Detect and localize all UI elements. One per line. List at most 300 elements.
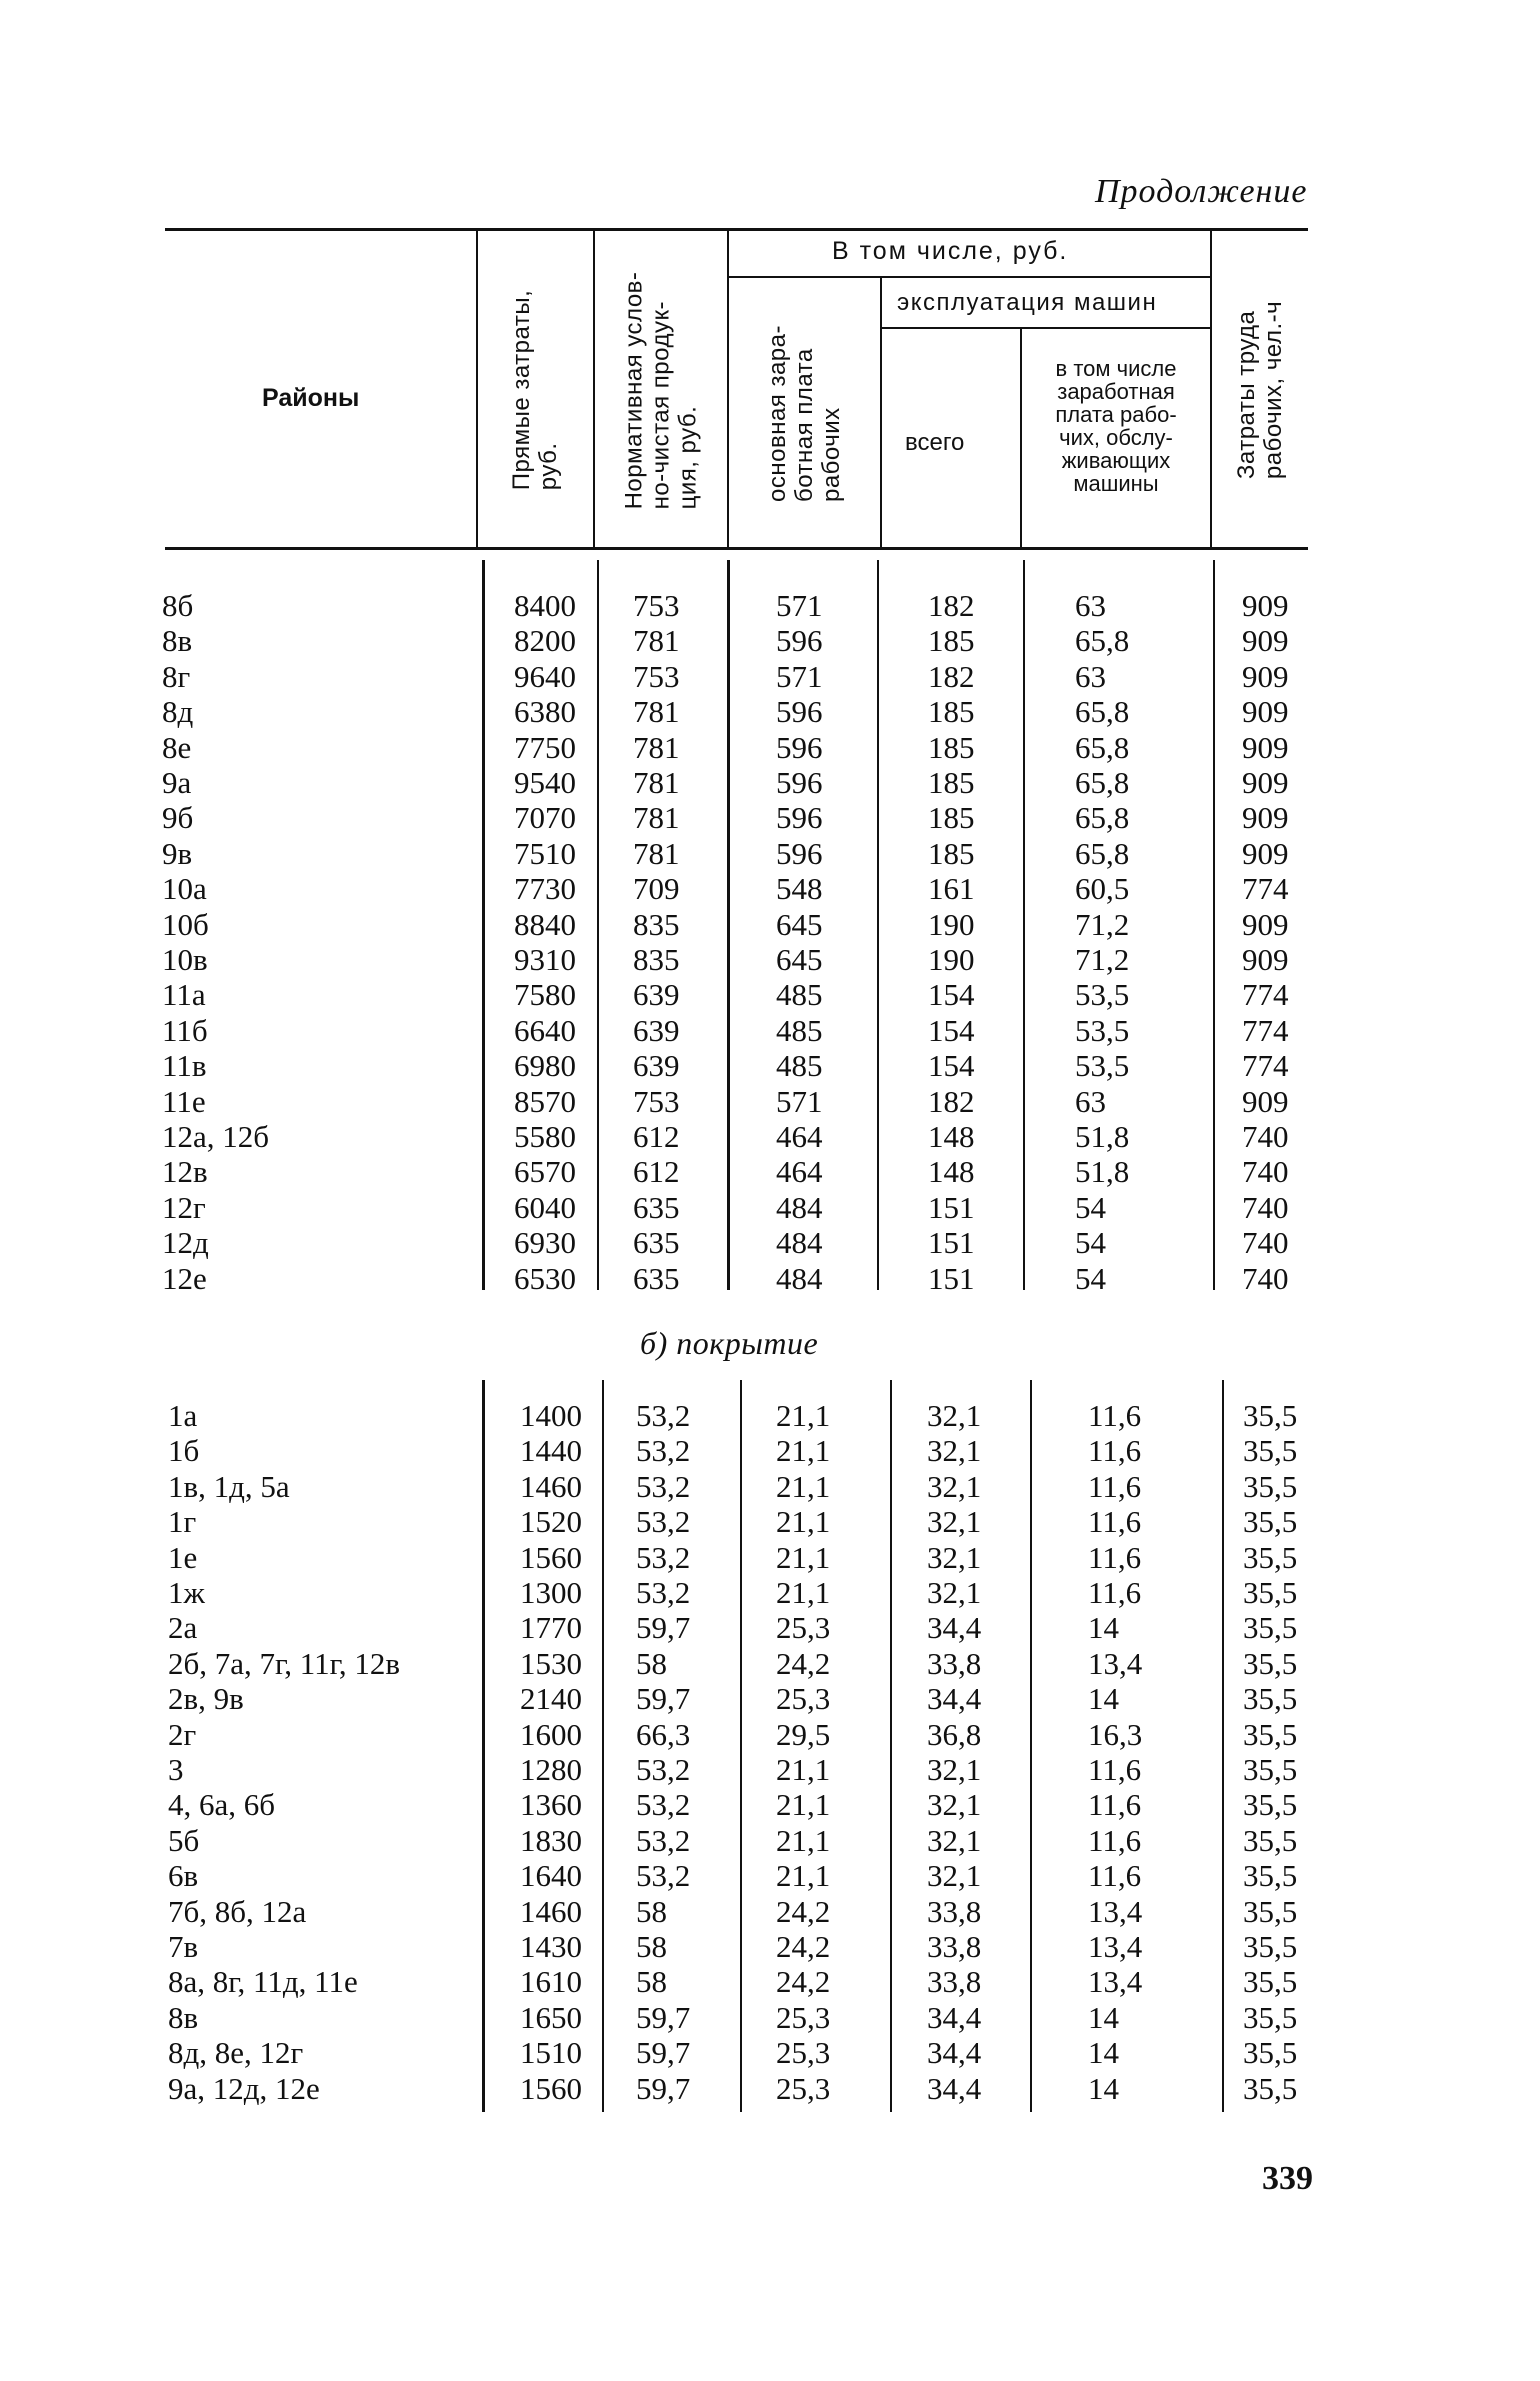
table-cell-direct: 1560	[520, 1539, 582, 1575]
table-cell-labor: 35,5	[1243, 1575, 1298, 1610]
table-cell-region: 8е	[162, 729, 192, 765]
incl-wage-header: в том числе заработная плата рабо- чих, обслу- живающих машины	[1055, 356, 1177, 496]
section-b-title: б) покрытие	[640, 1325, 819, 1361]
table-cell-wage: 484	[776, 1260, 823, 1296]
machines-header: эксплуатация машин	[897, 289, 1158, 316]
table-cell-norm: 59,7	[636, 2035, 691, 2071]
table-cell-total: 34,4	[927, 2035, 982, 2071]
table-cell-labor: 774	[1242, 1048, 1289, 1084]
body-b-vline	[1222, 1380, 1224, 2112]
table-cell-total: 33,8	[927, 1893, 982, 1929]
table-cell-region: 8в	[168, 1999, 199, 2035]
table-cell-total: 32,1	[927, 1575, 982, 1610]
table-cell-total: 33,8	[927, 1964, 982, 2000]
table-cell-incl: 11,6	[1088, 1504, 1142, 1540]
table-cell-wage: 21,1	[776, 1398, 831, 1433]
table-cell-total: 182	[928, 658, 975, 694]
table-cell-direct: 9640	[514, 658, 576, 694]
table-cell-direct: 6980	[514, 1048, 576, 1084]
table-cell-norm: 53,2	[636, 1468, 691, 1504]
table-cell-direct: 1770	[520, 1610, 582, 1646]
table-cell-labor: 909	[1242, 835, 1289, 871]
table-cell-wage: 571	[776, 658, 823, 694]
table-cell-direct: 1280	[520, 1752, 582, 1787]
table-cell-total: 154	[928, 1012, 975, 1048]
table-cell-direct: 9540	[514, 765, 576, 800]
table-cell-wage: 596	[776, 835, 823, 871]
body-b-vline	[602, 1380, 604, 2112]
table-cell-region: 11в	[162, 1048, 207, 1084]
table-cell-labor: 909	[1242, 906, 1289, 942]
table-cell-total: 32,1	[927, 1787, 982, 1823]
table-cell-norm: 612	[633, 1154, 680, 1190]
table-cell-direct: 2140	[520, 1681, 582, 1717]
table-cell-direct: 1430	[520, 1929, 582, 1964]
table-cell-region: 12г	[162, 1189, 206, 1225]
table-cell-labor: 35,5	[1243, 1504, 1298, 1540]
table-cell-norm: 53,2	[636, 1575, 691, 1610]
table-cell-incl: 11,6	[1088, 1787, 1142, 1823]
table-cell-wage: 21,1	[776, 1752, 831, 1787]
table-cell-region: 8а, 8г, 11д, 11е	[168, 1964, 358, 2000]
table-cell-region: 4, 6а, 6б	[168, 1787, 276, 1823]
table-cell-total: 34,4	[927, 1999, 982, 2035]
header-bottom-rule	[165, 547, 1308, 550]
header-vline	[880, 278, 882, 547]
table-cell-direct: 8400	[514, 588, 576, 623]
table-cell-incl: 63	[1075, 658, 1106, 694]
table-cell-incl: 54	[1075, 1189, 1106, 1225]
table-cell-wage: 484	[776, 1225, 823, 1261]
table-cell-wage: 24,2	[776, 1929, 831, 1964]
table-cell-wage: 21,1	[776, 1433, 831, 1469]
table-cell-labor: 740	[1242, 1225, 1289, 1261]
table-cell-wage: 484	[776, 1189, 823, 1225]
table-cell-region: 12е	[162, 1260, 207, 1296]
table-cell-norm: 781	[633, 835, 680, 871]
table-cell-wage: 24,2	[776, 1893, 831, 1929]
table-cell-wage: 485	[776, 1048, 823, 1084]
table-cell-total: 185	[928, 835, 975, 871]
body-a-vline	[482, 560, 485, 1290]
table-cell-wage: 21,1	[776, 1504, 831, 1540]
table-cell-norm: 639	[633, 1048, 680, 1084]
table-cell-region: 8б	[162, 588, 194, 623]
table-cell-norm: 53,2	[636, 1822, 691, 1858]
table-cell-incl: 11,6	[1088, 1752, 1142, 1787]
table-cell-total: 33,8	[927, 1929, 982, 1964]
table-cell-direct: 1640	[520, 1858, 582, 1894]
table-cell-norm: 639	[633, 977, 680, 1013]
table-cell-direct: 1360	[520, 1787, 582, 1823]
table-cell-total: 151	[928, 1189, 975, 1225]
table-cell-incl: 65,8	[1075, 729, 1130, 765]
table-cell-labor: 740	[1242, 1260, 1289, 1296]
table-cell-wage: 25,3	[776, 1681, 831, 1717]
table-cell-total: 32,1	[927, 1398, 982, 1433]
table-cell-norm: 635	[633, 1225, 680, 1261]
table-cell-incl: 11,6	[1088, 1468, 1142, 1504]
table-cell-labor: 35,5	[1243, 2070, 1298, 2106]
table-cell-norm: 59,7	[636, 1999, 691, 2035]
table-cell-norm: 53,2	[636, 1539, 691, 1575]
table-cell-norm: 59,7	[636, 1681, 691, 1717]
table-cell-norm: 58	[636, 1929, 667, 1964]
table-cell-region: 12а, 12б	[162, 1119, 270, 1154]
table-cell-incl: 11,6	[1088, 1539, 1142, 1575]
direct-costs-header: Прямые затраты, руб.	[508, 289, 563, 491]
table-cell-norm: 53,2	[636, 1398, 691, 1433]
table-cell-labor: 909	[1242, 694, 1289, 730]
table-cell-norm: 53,2	[636, 1504, 691, 1540]
table-cell-incl: 65,8	[1075, 623, 1130, 659]
body-a-vline	[1023, 560, 1025, 1290]
table-cell-wage: 21,1	[776, 1468, 831, 1504]
table-cell-labor: 35,5	[1243, 1681, 1298, 1717]
table-cell-labor: 774	[1242, 977, 1289, 1013]
table-cell-wage: 596	[776, 765, 823, 800]
body-b-vline	[482, 1380, 485, 2112]
table-cell-direct: 7510	[514, 835, 576, 871]
table-cell-labor: 909	[1242, 588, 1289, 623]
table-cell-labor: 35,5	[1243, 1893, 1298, 1929]
table-cell-wage: 29,5	[776, 1716, 831, 1752]
table-cell-direct: 1460	[520, 1468, 582, 1504]
table-cell-norm: 835	[633, 942, 680, 977]
table-cell-labor: 35,5	[1243, 1929, 1298, 1964]
table-cell-direct: 6380	[514, 694, 576, 730]
table-cell-norm: 53,2	[636, 1787, 691, 1823]
table-cell-incl: 11,6	[1088, 1575, 1142, 1610]
table-cell-incl: 54	[1075, 1260, 1106, 1296]
body-a-vline	[597, 560, 599, 1290]
table-cell-incl: 14	[1088, 1610, 1119, 1646]
incl-rule	[727, 276, 1210, 278]
table-cell-direct: 1440	[520, 1433, 582, 1469]
table-cell-region: 9а, 12д, 12е	[168, 2070, 320, 2106]
table-cell-direct: 7730	[514, 871, 576, 907]
table-cell-total: 151	[928, 1225, 975, 1261]
table-cell-norm: 835	[633, 906, 680, 942]
table-cell-labor: 909	[1242, 1083, 1289, 1119]
table-cell-incl: 13,4	[1088, 1645, 1143, 1681]
table-cell-wage: 596	[776, 800, 823, 836]
table-cell-direct: 1560	[520, 2070, 582, 2106]
table-cell-total: 32,1	[927, 1433, 982, 1469]
table-cell-labor: 35,5	[1243, 1752, 1298, 1787]
table-cell-labor: 740	[1242, 1119, 1289, 1154]
normative-header: Нормативная услов- но-чистая продук- ция, руб.	[620, 271, 702, 509]
table-cell-wage: 485	[776, 1012, 823, 1048]
body-a-vline	[1213, 560, 1215, 1290]
table-cell-norm: 635	[633, 1189, 680, 1225]
table-cell-region: 1б	[168, 1433, 200, 1469]
table-cell-region: 2г	[168, 1716, 197, 1752]
table-cell-direct: 1530	[520, 1645, 582, 1681]
table-cell-region: 9б	[162, 800, 194, 836]
table-cell-region: 11е	[162, 1083, 206, 1119]
table-cell-labor: 35,5	[1243, 1468, 1298, 1504]
table-cell-labor: 909	[1242, 658, 1289, 694]
table-cell-region: 10б	[162, 906, 209, 942]
table-cell-region: 7б, 8б, 12а	[168, 1893, 307, 1929]
table-cell-total: 32,1	[927, 1858, 982, 1894]
table-cell-direct: 5580	[514, 1119, 576, 1154]
table-cell-region: 11б	[162, 1012, 208, 1048]
table-cell-wage: 596	[776, 623, 823, 659]
table-cell-direct: 6040	[514, 1189, 576, 1225]
table-cell-wage: 485	[776, 977, 823, 1013]
table-cell-norm: 781	[633, 729, 680, 765]
table-cell-total: 185	[928, 765, 975, 800]
table-cell-norm: 781	[633, 765, 680, 800]
table-cell-direct: 7070	[514, 800, 576, 836]
table-cell-labor: 774	[1242, 871, 1289, 907]
table-cell-total: 190	[928, 942, 975, 977]
table-cell-total: 148	[928, 1154, 975, 1190]
table-cell-incl: 65,8	[1075, 765, 1130, 800]
table-cell-region: 2в, 9в	[168, 1681, 244, 1717]
region-header: Районы	[262, 384, 360, 412]
table-cell-norm: 59,7	[636, 2070, 691, 2106]
table-cell-incl: 54	[1075, 1225, 1106, 1261]
table-cell-incl: 65,8	[1075, 800, 1130, 836]
table-cell-direct: 1510	[520, 2035, 582, 2071]
table-cell-wage: 571	[776, 588, 823, 623]
body-b-vline	[740, 1380, 742, 2112]
table-cell-region: 2а	[168, 1610, 198, 1646]
table-cell-wage: 24,2	[776, 1964, 831, 2000]
table-cell-region: 2б, 7а, 7г, 11г, 12в	[168, 1645, 400, 1681]
table-cell-region: 12в	[162, 1154, 208, 1190]
table-cell-region: 10а	[162, 871, 207, 907]
table-cell-labor: 909	[1242, 800, 1289, 836]
table-cell-direct: 8200	[514, 623, 576, 659]
table-cell-labor: 35,5	[1243, 1964, 1298, 2000]
table-cell-direct: 1520	[520, 1504, 582, 1540]
table-cell-direct: 7750	[514, 729, 576, 765]
table-cell-direct: 1300	[520, 1575, 582, 1610]
table-cell-region: 7в	[168, 1929, 199, 1964]
table-cell-direct: 1600	[520, 1716, 582, 1752]
labor-header: Затраты труда рабочих, чел.-ч	[1233, 300, 1288, 480]
table-cell-incl: 11,6	[1088, 1858, 1142, 1894]
table-cell-incl: 14	[1088, 2070, 1119, 2106]
table-cell-total: 151	[928, 1260, 975, 1296]
table-cell-direct: 6570	[514, 1154, 576, 1190]
table-cell-direct: 6530	[514, 1260, 576, 1296]
table-cell-region: 9а	[162, 765, 192, 800]
table-cell-direct: 6930	[514, 1225, 576, 1261]
table-cell-incl: 60,5	[1075, 871, 1130, 907]
table-cell-direct: 6640	[514, 1012, 576, 1048]
table-cell-wage: 464	[776, 1154, 823, 1190]
table-cell-direct: 1650	[520, 1999, 582, 2035]
total-header: всего	[905, 429, 965, 456]
table-cell-labor: 35,5	[1243, 1822, 1298, 1858]
table-cell-norm: 53,2	[636, 1433, 691, 1469]
table-cell-labor: 35,5	[1243, 1858, 1298, 1894]
table-cell-incl: 11,6	[1088, 1433, 1142, 1469]
table-cell-norm: 53,2	[636, 1752, 691, 1787]
table-cell-incl: 65,8	[1075, 694, 1130, 730]
table-cell-norm: 709	[633, 871, 680, 907]
table-cell-region: 10в	[162, 942, 208, 977]
table-cell-labor: 35,5	[1243, 1787, 1298, 1823]
table-cell-norm: 66,3	[636, 1716, 691, 1752]
table-cell-wage: 21,1	[776, 1575, 831, 1610]
table-cell-labor: 35,5	[1243, 1999, 1298, 2035]
table-cell-direct: 1460	[520, 1893, 582, 1929]
table-cell-incl: 53,5	[1075, 1048, 1130, 1084]
body-a-vline	[877, 560, 879, 1290]
table-cell-total: 148	[928, 1119, 975, 1154]
table-cell-wage: 571	[776, 1083, 823, 1119]
table-cell-region: 1е	[168, 1539, 198, 1575]
table-cell-incl: 63	[1075, 1083, 1106, 1119]
table-cell-norm: 639	[633, 1012, 680, 1048]
table-cell-region: 1г	[168, 1504, 197, 1540]
table-cell-total: 185	[928, 729, 975, 765]
table-cell-direct: 8570	[514, 1083, 576, 1119]
table-cell-direct: 7580	[514, 977, 576, 1013]
table-cell-incl: 63	[1075, 588, 1106, 623]
table-cell-total: 154	[928, 1048, 975, 1084]
table-cell-total: 32,1	[927, 1504, 982, 1540]
table-cell-total: 185	[928, 800, 975, 836]
table-cell-norm: 753	[633, 1083, 680, 1119]
table-cell-total: 182	[928, 588, 975, 623]
table-cell-wage: 645	[776, 942, 823, 977]
table-cell-norm: 781	[633, 623, 680, 659]
table-cell-incl: 71,2	[1075, 942, 1130, 977]
table-cell-wage: 645	[776, 906, 823, 942]
table-cell-region: 1в, 1д, 5а	[168, 1468, 290, 1504]
table-cell-region: 8г	[162, 658, 191, 694]
page-number: 339	[1262, 2160, 1313, 2197]
table-cell-labor: 35,5	[1243, 1610, 1298, 1646]
table-cell-total: 36,8	[927, 1716, 982, 1752]
table-cell-total: 182	[928, 1083, 975, 1119]
table-cell-wage: 25,3	[776, 1999, 831, 2035]
table-cell-incl: 14	[1088, 1999, 1119, 2035]
table-cell-norm: 58	[636, 1645, 667, 1681]
table-cell-total: 32,1	[927, 1822, 982, 1858]
table-cell-direct: 8840	[514, 906, 576, 942]
table-cell-region: 8д, 8е, 12г	[168, 2035, 304, 2071]
table-cell-norm: 53,2	[636, 1858, 691, 1894]
table-cell-incl: 65,8	[1075, 835, 1130, 871]
table-cell-total: 32,1	[927, 1468, 982, 1504]
table-cell-incl: 51,8	[1075, 1119, 1130, 1154]
table-cell-region: 6в	[168, 1858, 199, 1894]
table-cell-labor: 35,5	[1243, 1645, 1298, 1681]
table-cell-direct: 1610	[520, 1964, 582, 2000]
table-cell-total: 154	[928, 977, 975, 1013]
table-cell-labor: 35,5	[1243, 1716, 1298, 1752]
table-cell-wage: 25,3	[776, 2035, 831, 2071]
table-cell-region: 8в	[162, 623, 193, 659]
body-b-vline	[890, 1380, 892, 2112]
table-cell-total: 34,4	[927, 2070, 982, 2106]
table-cell-region: 11а	[162, 977, 206, 1013]
table-cell-labor: 909	[1242, 765, 1289, 800]
table-cell-region: 5б	[168, 1822, 200, 1858]
table-cell-total: 161	[928, 871, 975, 907]
table-cell-wage: 24,2	[776, 1645, 831, 1681]
table-cell-region: 12д	[162, 1225, 209, 1261]
incl-header: В том числе, руб.	[832, 237, 1069, 265]
table-cell-wage: 21,1	[776, 1539, 831, 1575]
table-cell-incl: 16,3	[1088, 1716, 1143, 1752]
table-cell-incl: 53,5	[1075, 1012, 1130, 1048]
header-top-rule	[165, 228, 1308, 231]
table-cell-region: 8д	[162, 694, 194, 730]
table-cell-wage: 21,1	[776, 1787, 831, 1823]
table-cell-total: 190	[928, 906, 975, 942]
table-cell-total: 34,4	[927, 1610, 982, 1646]
table-cell-incl: 51,8	[1075, 1154, 1130, 1190]
table-cell-region: 1ж	[168, 1575, 205, 1610]
table-cell-labor: 740	[1242, 1189, 1289, 1225]
table-cell-region: 1а	[168, 1398, 198, 1433]
table-cell-labor: 740	[1242, 1154, 1289, 1190]
table-cell-norm: 753	[633, 588, 680, 623]
table-cell-norm: 781	[633, 800, 680, 836]
table-cell-norm: 59,7	[636, 1610, 691, 1646]
table-cell-incl: 14	[1088, 2035, 1119, 2071]
table-cell-direct: 1400	[520, 1398, 582, 1433]
table-cell-wage: 596	[776, 694, 823, 730]
table-cell-direct: 9310	[514, 942, 576, 977]
table-cell-region: 9в	[162, 835, 193, 871]
table-cell-incl: 13,4	[1088, 1964, 1143, 2000]
table-cell-labor: 909	[1242, 942, 1289, 977]
table-cell-labor: 35,5	[1243, 1398, 1298, 1433]
table-cell-incl: 71,2	[1075, 906, 1130, 942]
table-cell-direct: 1830	[520, 1822, 582, 1858]
body-b-vline	[1030, 1380, 1032, 2112]
table-cell-labor: 909	[1242, 623, 1289, 659]
table-cell-wage: 464	[776, 1119, 823, 1154]
table-cell-norm: 612	[633, 1119, 680, 1154]
table-cell-total: 32,1	[927, 1539, 982, 1575]
table-cell-labor: 35,5	[1243, 2035, 1298, 2071]
machines-rule	[880, 327, 1210, 329]
table-cell-wage: 25,3	[776, 1610, 831, 1646]
table-cell-incl: 53,5	[1075, 977, 1130, 1013]
table-cell-norm: 753	[633, 658, 680, 694]
table-cell-wage: 548	[776, 871, 823, 907]
table-cell-norm: 58	[636, 1964, 667, 2000]
table-cell-incl: 13,4	[1088, 1929, 1143, 1964]
table-cell-total: 34,4	[927, 1681, 982, 1717]
table-cell-region: 3	[168, 1752, 184, 1787]
table-cell-incl: 11,6	[1088, 1398, 1142, 1433]
table-cell-labor: 35,5	[1243, 1539, 1298, 1575]
table-cell-norm: 58	[636, 1893, 667, 1929]
table-cell-total: 33,8	[927, 1645, 982, 1681]
table-cell-total: 32,1	[927, 1752, 982, 1787]
continuation-label: Продолжение	[1095, 173, 1308, 210]
table-cell-wage: 21,1	[776, 1858, 831, 1894]
body-a-vline	[727, 560, 730, 1290]
table-cell-labor: 909	[1242, 729, 1289, 765]
table-cell-labor: 35,5	[1243, 1433, 1298, 1469]
table-cell-wage: 21,1	[776, 1822, 831, 1858]
table-cell-norm: 781	[633, 694, 680, 730]
table-cell-incl: 13,4	[1088, 1893, 1143, 1929]
